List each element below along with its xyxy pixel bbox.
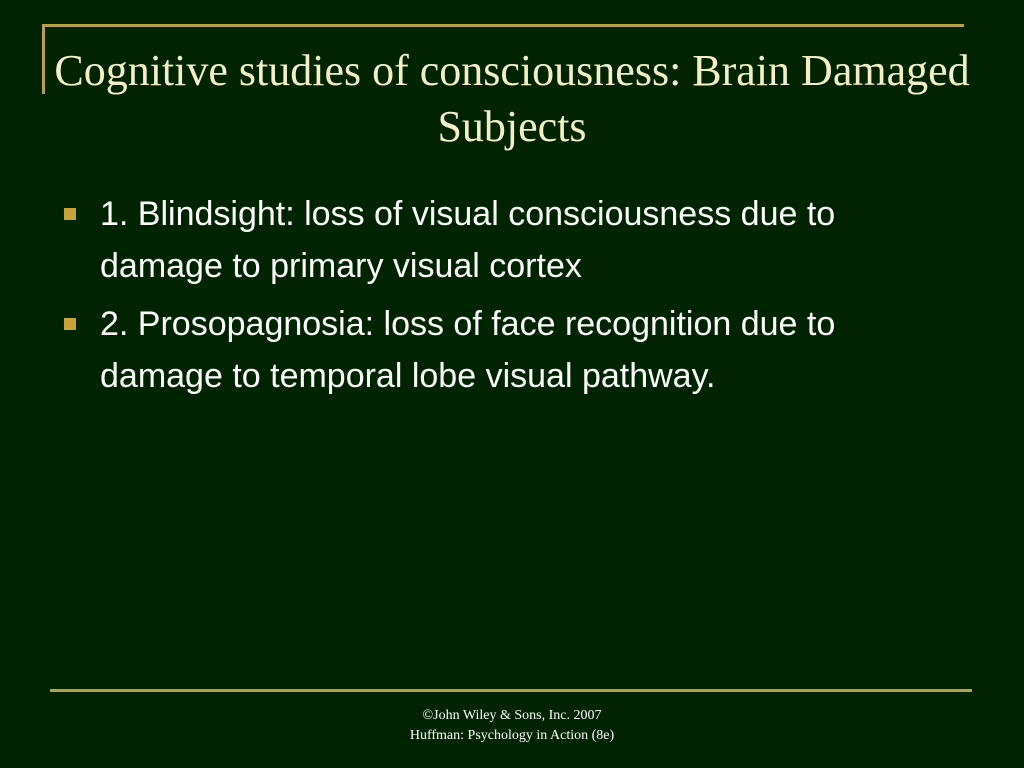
bullet-text: 2. Prosopagnosia: loss of face recognition due to damage to temporal lobe visual pathway.	[100, 305, 836, 395]
footer-source: Huffman: Psychology in Action (8e)	[409, 728, 615, 743]
bullet-list	[62, 188, 962, 408]
bullet-text: 1. Blindsight: loss of visual consciousness due to damage to primary visual cortex	[100, 195, 836, 285]
slide-title: Cognitive studies of consciousness: Brain Damaged Subjects	[54, 46, 970, 151]
footer	[0, 706, 1024, 746]
top-frame-line	[42, 24, 964, 27]
left-frame-line	[42, 24, 45, 94]
bottom-frame-line	[50, 689, 972, 692]
footer-copyright: ©John Wiley & Sons, Inc. 2007	[422, 708, 602, 723]
bullet-item-blindsight	[62, 188, 962, 292]
square-bullet-icon	[64, 318, 76, 330]
bullet-item-prosopagnosia	[62, 298, 962, 402]
square-bullet-icon	[64, 208, 76, 220]
